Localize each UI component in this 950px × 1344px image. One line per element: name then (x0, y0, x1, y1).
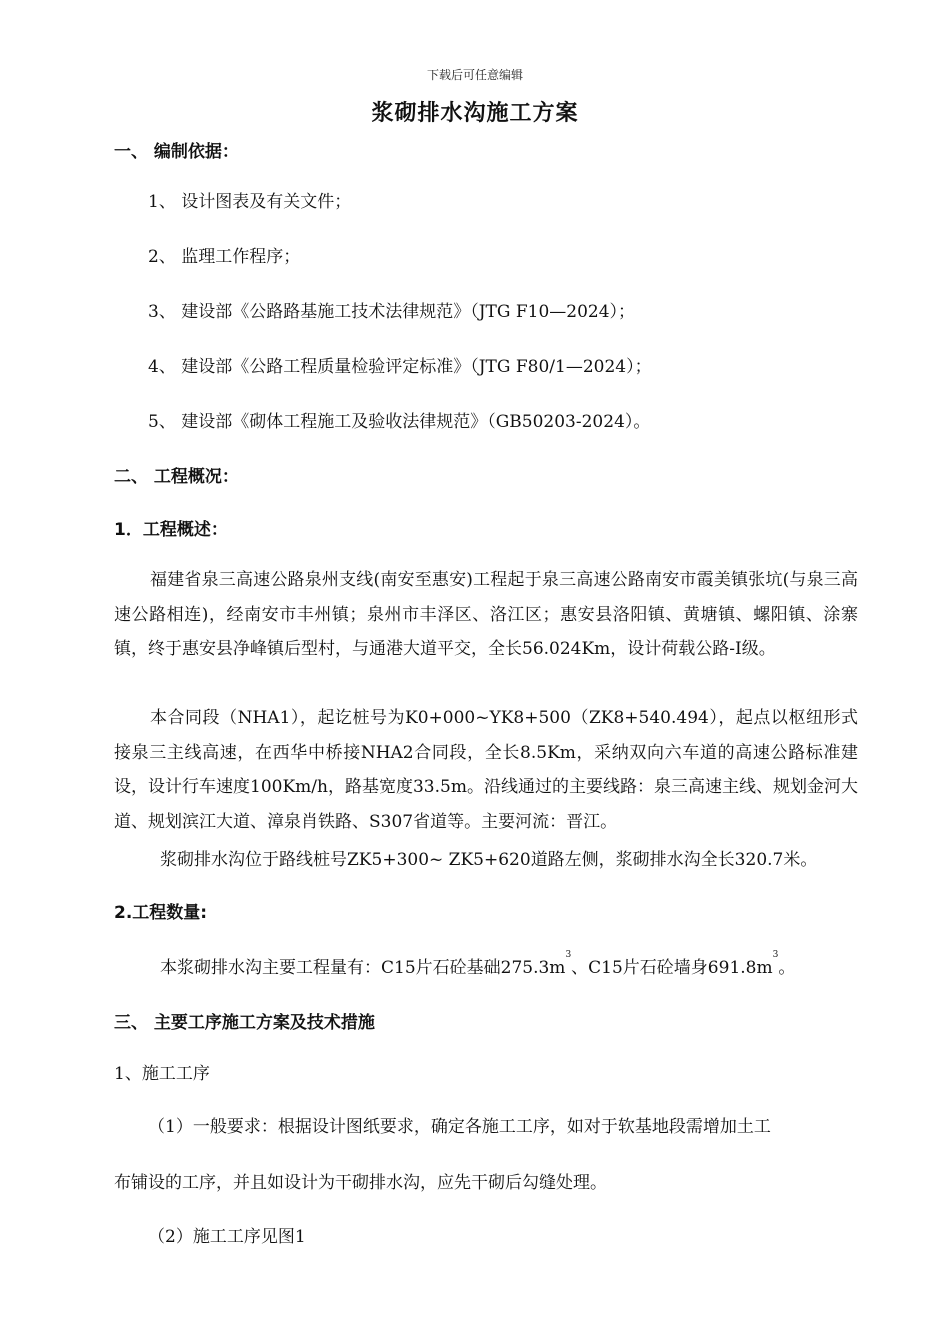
document-title: 浆砌排水沟施工方案 (371, 101, 579, 126)
process-figure-reference: （2）施工工序见图1 (148, 1227, 306, 1247)
section-2-heading: 二、 工程概况： (114, 467, 239, 487)
overview-paragraph-2: 本合同段（NHA1），起讫桩号为K0+000~YK8+500（ZK8+540.494），起点以枢纽形式接泉三主线高速，在西华中桥接NHA2合同段，全长8.5Km，采纳双向六车道的高速公路标准建设，设计行车速度100Km/h，路基宽度33.5m。沿线通过的主要线路：泉三高速主线、规划金河大道、规划滨江大道、漳泉肖铁路、S307省道等。主要河流：晋江。 (114, 708, 858, 832)
section-1-heading: 一、 编制依据： (114, 142, 239, 162)
quantity-paragraph: 本浆砌排水沟主要工程量有：C15片石砼基础$275.3m^3$、C15片石砼墙身$691.8m^3$。 (160, 950, 796, 978)
basis-item-4: 4、 建设部《公路工程质量检验评定标准》（JTG F80/1—2024）； (148, 357, 652, 377)
project-overview-heading: 1．工程概述： (114, 520, 228, 540)
basis-item-2: 2、 监理工作程序； (148, 247, 301, 267)
general-requirements-line-1: （1）一般要求：根据设计图纸要求，确定各施工工序，如对于软基地段需增加土工 (148, 1117, 771, 1137)
overview-paragraph-3: 浆砌排水沟位于路线桩号ZK5+300~ ZK5+620道路左侧，浆砌排水沟全长320.7米。 (160, 850, 818, 870)
section-3-heading: 三、 主要工序施工方案及技术措施 (114, 1013, 375, 1033)
construction-process-heading: 1、施工工序 (114, 1064, 210, 1084)
basis-item-1: 1、 设计图表及有关文件； (148, 192, 352, 212)
overview-paragraph-1: 福建省泉三高速公路泉州支线(南安至惠安)工程起于泉三高速公路南安市霞美镇张坑(与泉三高速公路相连)，经南安市丰州镇；泉州市丰泽区、洛江区；惠安县洛阳镇、黄塘镇、螺阳镇、涂寨镇，终于惠安县净峰镇后型村，与通港大道平交，全长56.024Km，设计荷载公路-I级。 (114, 570, 858, 659)
basis-item-3: 3、 建设部《公路路基施工技术法律规范》（JTG F10—2024）； (148, 302, 636, 322)
general-requirements-line-2: 布铺设的工序，并且如设计为干砌排水沟，应先干砌后勾缝处理。 (114, 1173, 607, 1193)
quantity-heading: 2.工程数量: (114, 903, 208, 923)
basis-item-5: 5、 建设部《砌体工程施工及验收法律规范》（GB50203-2024）。 (148, 412, 651, 432)
page-header: 下载后可任意编辑 (426, 68, 523, 82)
